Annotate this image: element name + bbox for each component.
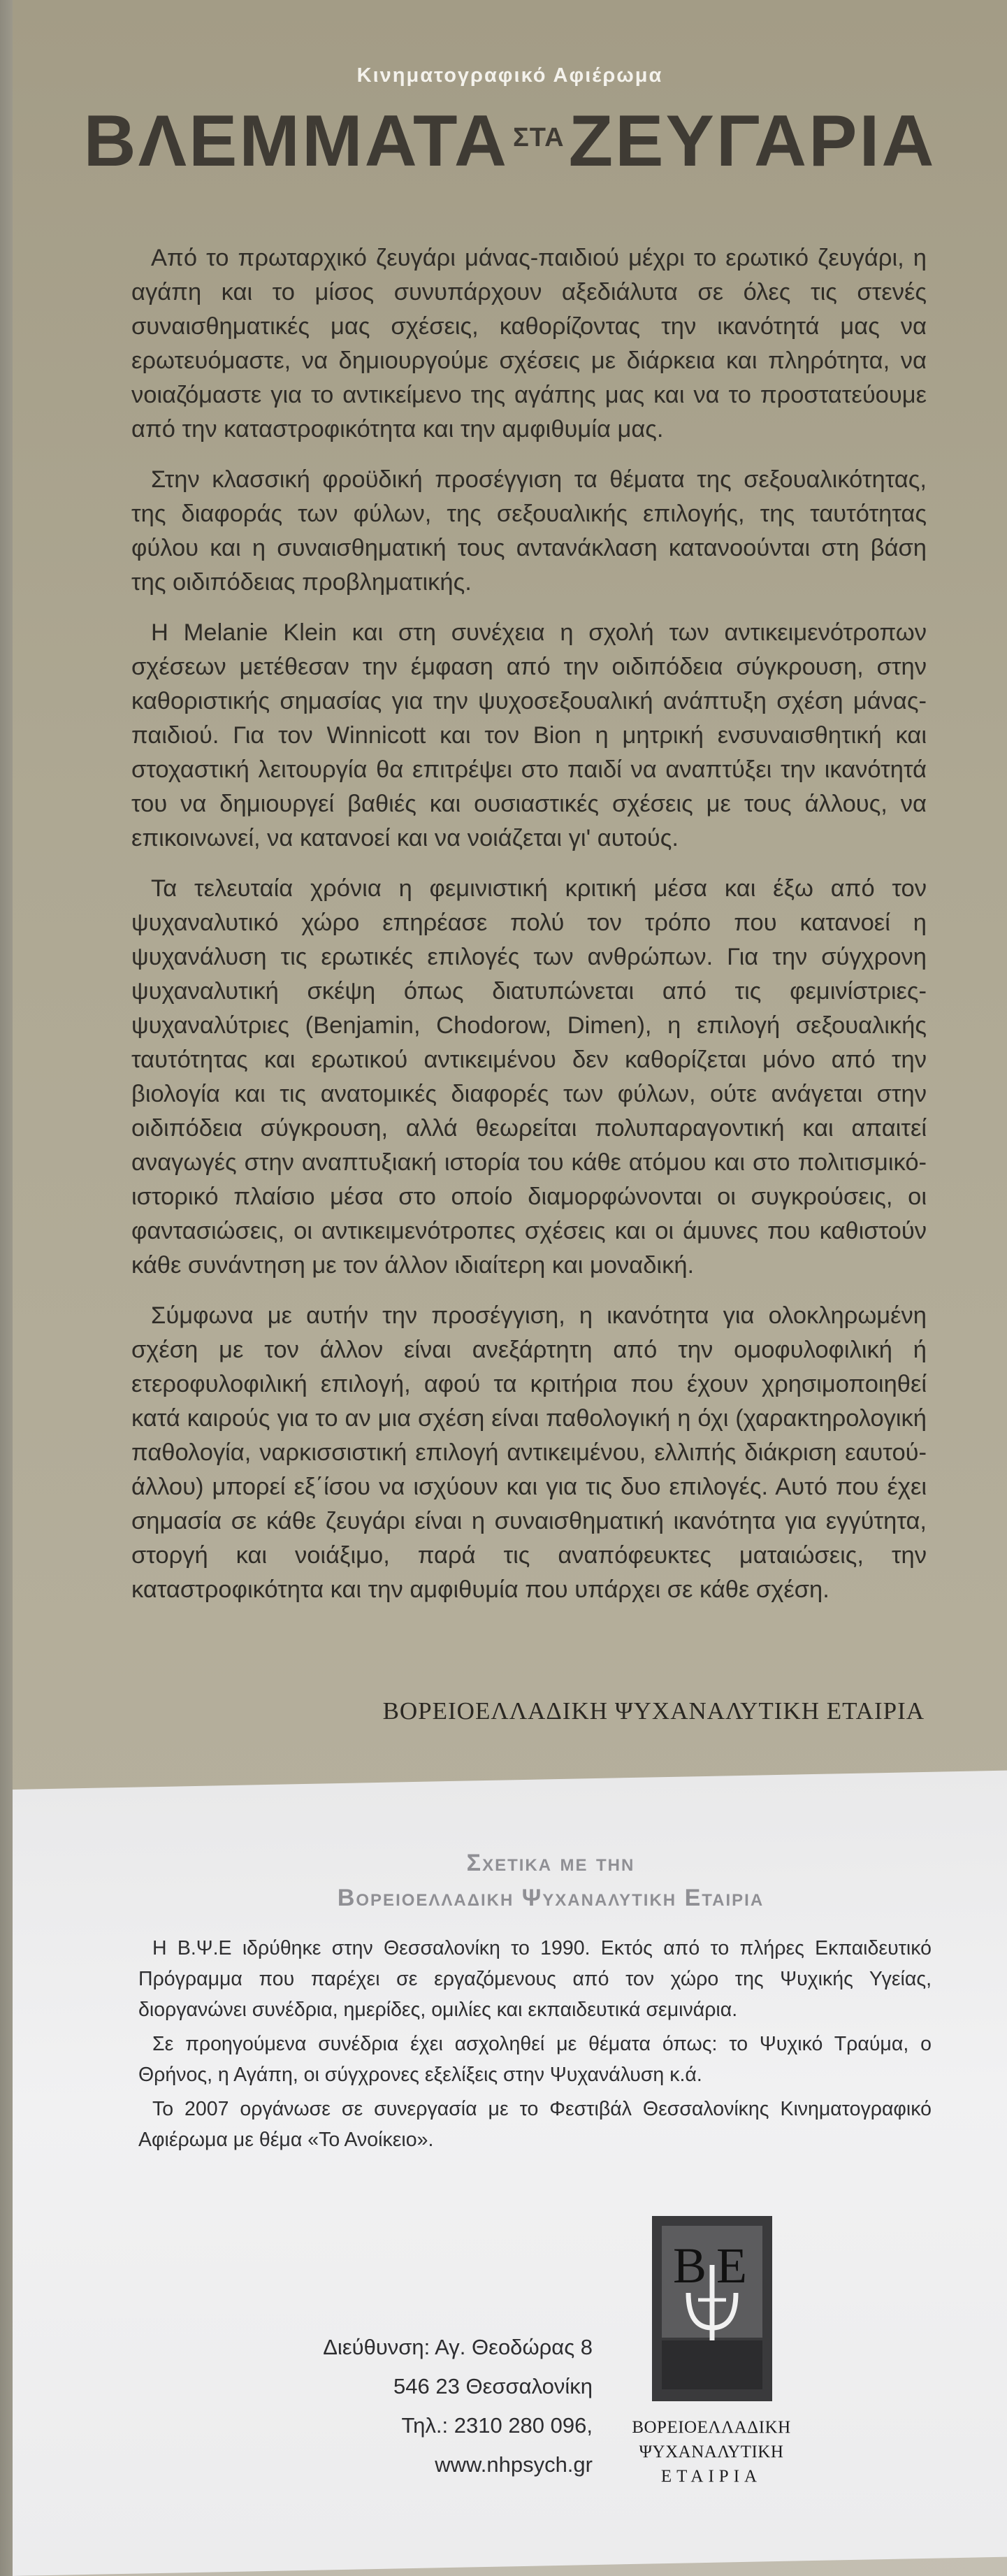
logo-caption bbox=[614, 2415, 809, 2489]
society-logo-icon bbox=[652, 2216, 772, 2401]
svg-text:B: B bbox=[673, 2238, 707, 2294]
about-paragraph-1: Η Β.Ψ.Ε ιδρύθηκε στην Θεσσαλονίκη το 1990. Εκτός από το πλήρες Εκπαιδευτικό Πρόγραμμα που παρέχει σε εργαζόμενους από τον χώρο της Ψυχικής Υγείας, διοργανώνει συνέδρια, ημερίδες, ομιλίες και εκπαιδευτικά σεμινάρια. bbox=[138, 1937, 932, 2021]
svg-text:E: E bbox=[716, 2238, 747, 2294]
title-part2: ΖΕΥΓΑΡΙΑ bbox=[568, 101, 936, 182]
essay-paragraph-5: Σύμφωνα με αυτήν την προσέγγιση, η ικανότητα για ολοκληρωμένη σχέση με τον άλλον είναι ανεξάρτητη από την ομοφυλοφιλική ή ετεροφυλοφιλική επιλογή, αφού τα κριτήρια που έχουν χρησιμοποιηθεί κατά καιρούς για το αν μια σχέση είναι παθολογική η όχι (χαρακτηρολογική παθολογία, ναρκισσιστική επιλογή αντικειμένου, ελλιπής διάκριση εαυτού-άλλου) μπορεί εξ΄ίσου να ισχύουν και για τις δυο επιλογές. Αυτό που έχει σημασία σε κάθε ζευγάρι είναι η συναισθηματική ικανότητα για εγγύτητα, στοργή και νοιάξιμο, παρά τις αναπόφευκτες ματαιώσεις, την καταστροφικότητα και την αμφιθυμία που υπάρχει σε κάθε σχέση. bbox=[131, 1302, 927, 1603]
kicker: Κινηματογραφικό Αφιέρωμα bbox=[356, 64, 663, 87]
leaflet-page bbox=[13, 0, 1007, 2576]
logo-caption-line2: ΨΥΧΑΝΑΛΥΤΙΚΗ bbox=[639, 2442, 784, 2461]
essay-paragraph-2: Στην κλασσική φροϋδική προσέγγιση τα θέματα της σεξουαλικότητας, της διαφοράς των φύλων, της σεξουαλικής επιλογής, της ταυτότητας φύλου και η συναισθηματική τους αντανάκλαση κατανοούνται στη βάση της οιδιπόδειας προβληματικής. bbox=[131, 466, 927, 596]
logo-caption-line1: ΒΟΡΕΙΟΕΛΛΑΔΙΚΗ bbox=[632, 2418, 791, 2437]
essay-paragraph-3: Η Melanie Klein και στη συνέχεια η σχολή των αντικειμενότροπων σχέσεων μετέθεσαν την έμφαση από την οιδιπόδεια σύγκρουση, στην καθοριστικής σημασίας για την ψυχοσεξουαλική ανάπτυξη σχέση μάνας-παιδιού. Για τον Winnicott και τον Bion η μητρική ενσυναισθητική και στοχαστική λειτουργία θα επιτρέψει στο παιδί να αναπτύξει την ικανότητά του να δημιουργεί βαθιές και ουσιαστικές σχέσεις με τους άλλους, να επικοινωνεί, να κατανοεί και να νοιάζεται γι' αυτούς. bbox=[131, 619, 927, 851]
essay-paragraph-1: Από το πρωταρχικό ζευγάρι μάνας-παιδιού μέχρι το ερωτικό ζευγάρι, η αγάπη και το μίσος συνυπάρχουν αξεδιάλυτα σε όλες τις στενές συναισθηματικές μας σχέσεις, καθορίζοντας την ικανότητά μας να ερωτευόμαστε, να δημιουργούμε σχέσεις με διάρκεια και πληρότητα, να νοιαζόμαστε για το αντικείμενο της αγάπης μας και να το προστατεύουμε από την καταστροφικότητα και την αμφιθυμία μας. bbox=[131, 245, 927, 442]
title-small: ΣΤΑ bbox=[512, 123, 565, 152]
contact-phone: Τηλ.: 2310 280 096, bbox=[401, 2413, 593, 2438]
about-heading-line1: Σχετικα με την bbox=[466, 1850, 635, 1876]
about-paragraph-2: Σε προηγούμενα συνέδρια έχει ασχοληθεί με θέματα όπως: το Ψυχικό Τραύμα, ο Θρήνος, η Αγάπη, οι σύγχρονες εξελίξεις στην Ψυχανάλυση κ.ά. bbox=[138, 2033, 932, 2086]
essay-body bbox=[131, 241, 927, 1623]
about-heading bbox=[96, 1845, 1005, 1915]
logo-caption-line3: ΕΤΑΙΡΙΑ bbox=[660, 2467, 762, 2486]
contact-city: 546 23 Θεσσαλονίκη bbox=[393, 2374, 593, 2398]
about-body bbox=[138, 1933, 932, 2159]
essay-paragraph-4: Τα τελευταία χρόνια η φεμινιστική κριτική μέσα και έξω από τον ψυχαναλυτικό χώρο επηρέασε πολύ τον τρόπο που κατανοεί η ψυχανάλυση τις ερωτικές επιλογές των ανθρώπων. Για την σύγχρονη ψυχαναλυτική σκέψη όπως διατυπώνεται από τις φεμινίστριες-ψυχαναλύτριες (Benjamin, Chodorow, Dimen), η επιλογή σεξουαλικής ταυτότητας και ερωτικού αντικειμένου δεν καθορίζεται μόνο από την βιολογία και τις ανατομικές διαφορές των φύλων, ούτε ανάγεται στην οιδιπόδεια σύγκρουση, αλλά θεωρείται πολυπαραγοντική και απαιτεί αναγωγές στην αναπτυξιακή ιστορία του κάθε ατόμου και στο πολιτισμικό-ιστορικό πλαίσιο μέσα στο οποίο διαμορφώνονται οι συγκρούσεις, οι φαντασιώσεις, οι αντικειμενότροπες σχέσεις και οι άμυνες που καθιστούν κάθε συνάντηση με τον άλλον ιδιαίτερη και μοναδική. bbox=[131, 875, 927, 1279]
about-paragraph-3: Το 2007 οργάνωσε σε συνεργασία με το Φεστιβάλ Θεσσαλονίκης Κινηματογραφικό Αφιέρωμα με θέμα «Το Ανοίκειο». bbox=[138, 2098, 932, 2151]
page-title bbox=[13, 101, 1007, 182]
contact-address: Διεύθυνση: Αγ. Θεοδώρας 8 bbox=[323, 2335, 593, 2359]
contact-website[interactable]: www.nhpsych.gr bbox=[435, 2452, 593, 2477]
signature: ΒΟΡΕΙΟΕΛΛΑΔΙΚΗ ΨΥΧΑΝΑΛΥΤΙΚΗ ΕΤΑΙΡΙΑ bbox=[382, 1697, 925, 1725]
title-part1: ΒΛΕΜΜΑΤΑ bbox=[83, 101, 509, 182]
contact-block bbox=[292, 2328, 593, 2484]
about-heading-line2: Βορειοελλαδικη Ψυχαναλυτικη Εταιρια bbox=[337, 1885, 765, 1911]
